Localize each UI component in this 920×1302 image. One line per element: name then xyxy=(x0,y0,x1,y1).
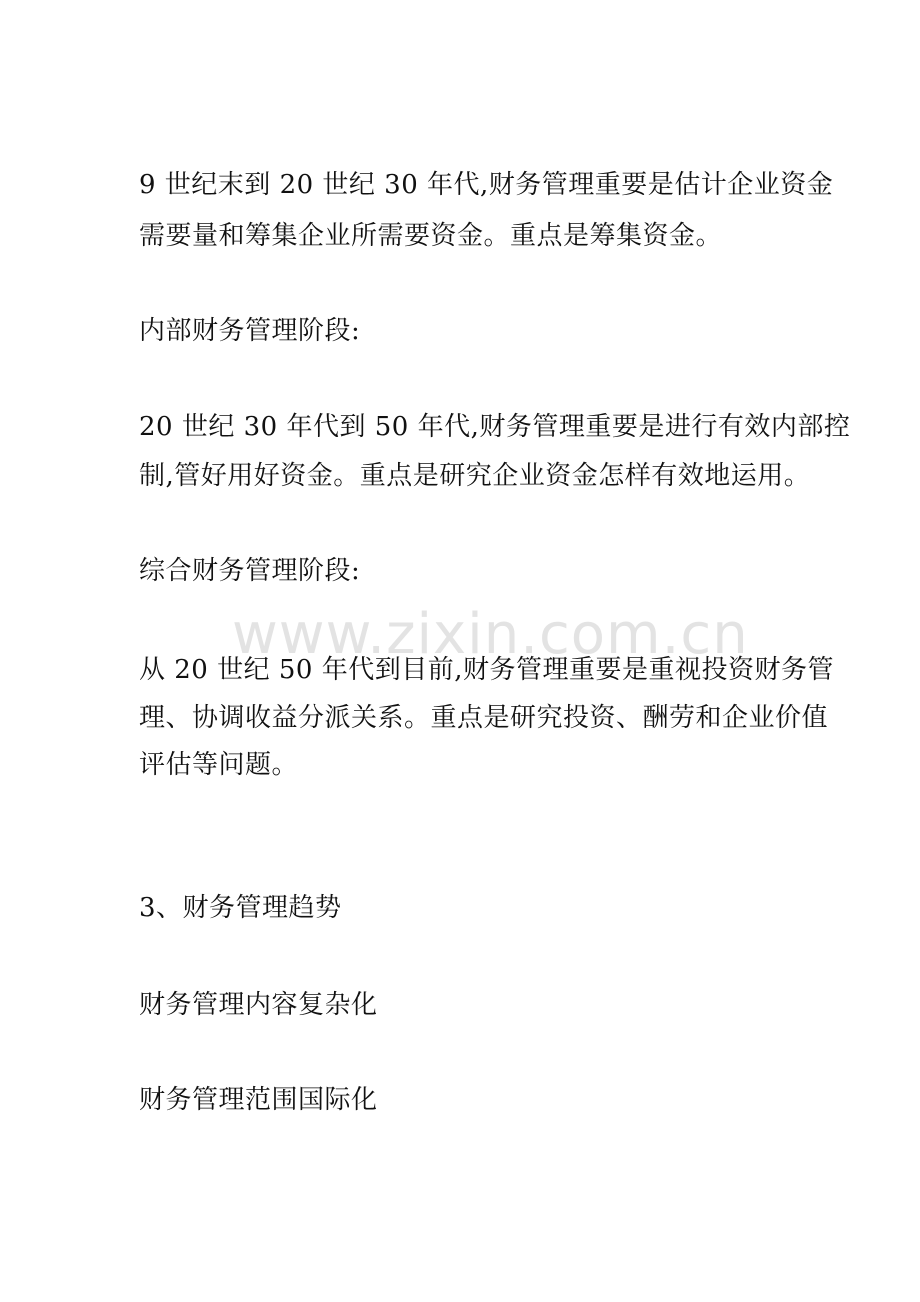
section-heading: 综合财务管理阶段: xyxy=(139,556,361,586)
paragraph-text-line: 9 世纪末到 20 世纪 30 年代,财务管理重要是估计企业资金 xyxy=(139,170,834,200)
watermark-text: www.zixin.com.cn xyxy=(232,602,749,667)
list-item: 财务管理范围国际化 xyxy=(139,1085,378,1115)
paragraph-text-line: 20 世纪 30 年代到 50 年代,财务管理重要是进行有效内部控 xyxy=(139,412,851,442)
paragraph-text-line: 需要量和筹集企业所需要资金。重点是筹集资金。 xyxy=(139,221,723,251)
paragraph-text-line: 从 20 世纪 50 年代到目前,财务管理重要是重视投资财务管 xyxy=(139,655,834,685)
paragraph-text-line: 理、协调收益分派关系。重点是研究投资、酬劳和企业价值 xyxy=(139,703,829,733)
list-item: 财务管理内容复杂化 xyxy=(139,990,378,1020)
section-heading: 3、财务管理趋势 xyxy=(139,893,342,923)
paragraph-text-line: 制,管好用好资金。重点是研究企业资金怎样有效地运用。 xyxy=(139,461,811,491)
paragraph-text-line: 评估等问题。 xyxy=(139,750,299,780)
section-heading: 内部财务管理阶段: xyxy=(139,316,361,346)
